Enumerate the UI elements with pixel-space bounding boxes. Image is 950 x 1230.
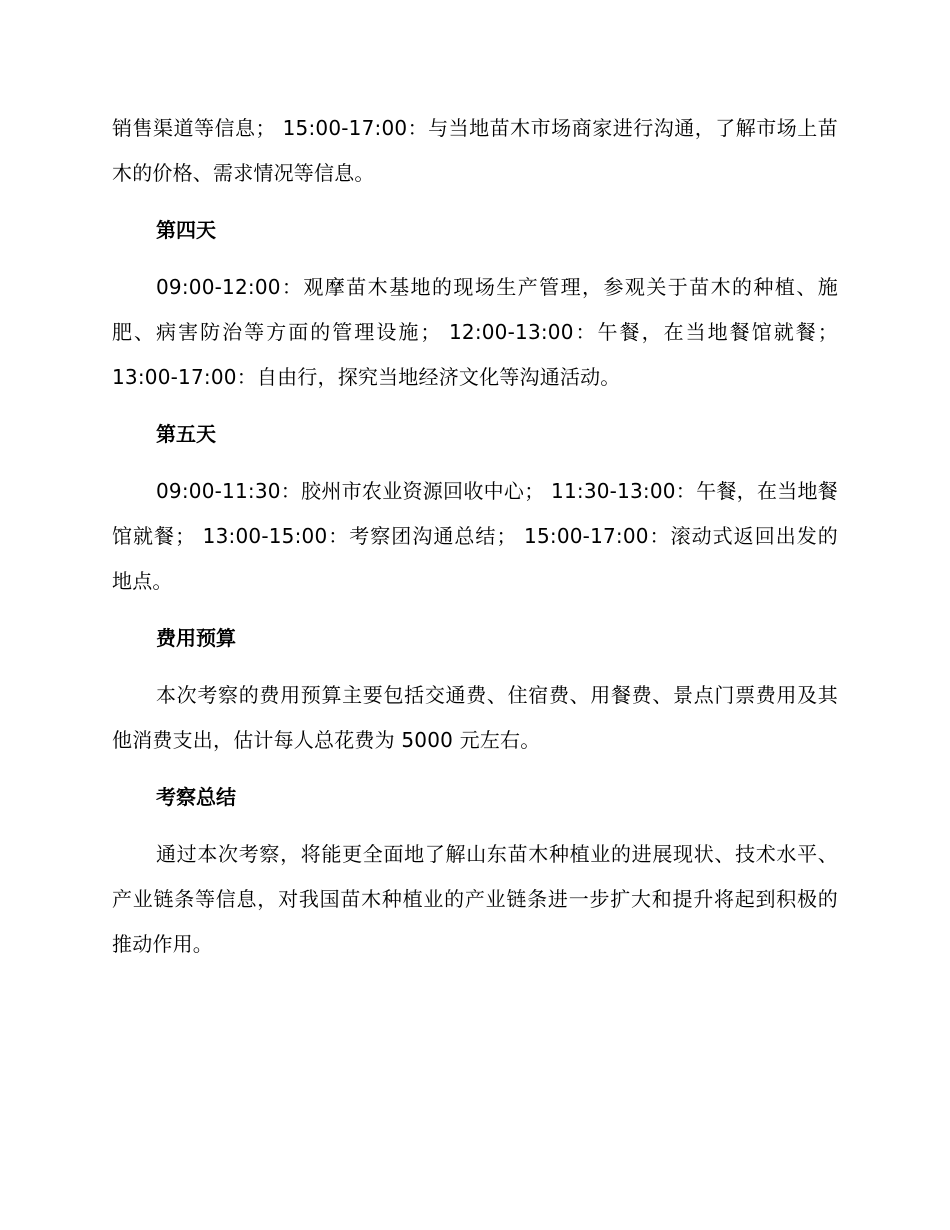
section-paragraph-day-four: 09:00-12:00：观摩苗木基地的现场生产管理，参观关于苗木的种植、施肥、病害防治等方面的管理设施； 12:00-13:00：午餐，在当地餐馆就餐；13:00-17:00：自由行，探究当地经济文化等沟通活动。 xyxy=(112,275,838,389)
section-heading-budget: 费用预算 xyxy=(156,626,236,650)
section-heading-summary: 考察总结 xyxy=(156,785,236,809)
section-paragraph-summary: 通过本次考察，将能更全面地了解山东苗木种植业的进展现状、技术水平、产业链条等信息，对我国苗木种植业的产业链条进一步扩大和提升将起到积极的推动作用。 xyxy=(112,842,838,956)
section-paragraph-day-five: 09:00-11:30：胶州市农业资源回收中心； 11:30-13:00：午餐，在当地餐馆就餐； 13:00-15:00：考察团沟通总结； 15:00-17:00：滚动式返回出发的地点。 xyxy=(112,479,838,593)
section-heading-day-five: 第五天 xyxy=(156,422,216,446)
intro-paragraph: 销售渠道等信息； 15:00-17:00：与当地苗木市场商家进行沟通，了解市场上苗木的价格、需求情况等信息。 xyxy=(112,116,838,185)
section-paragraph-budget: 本次考察的费用预算主要包括交通费、住宿费、用餐费、景点门票费用及其他消费支出，估计每人总花费为 5000 元左右。 xyxy=(112,683,838,752)
section-heading-day-four: 第四天 xyxy=(156,218,216,242)
document-body xyxy=(112,106,838,967)
